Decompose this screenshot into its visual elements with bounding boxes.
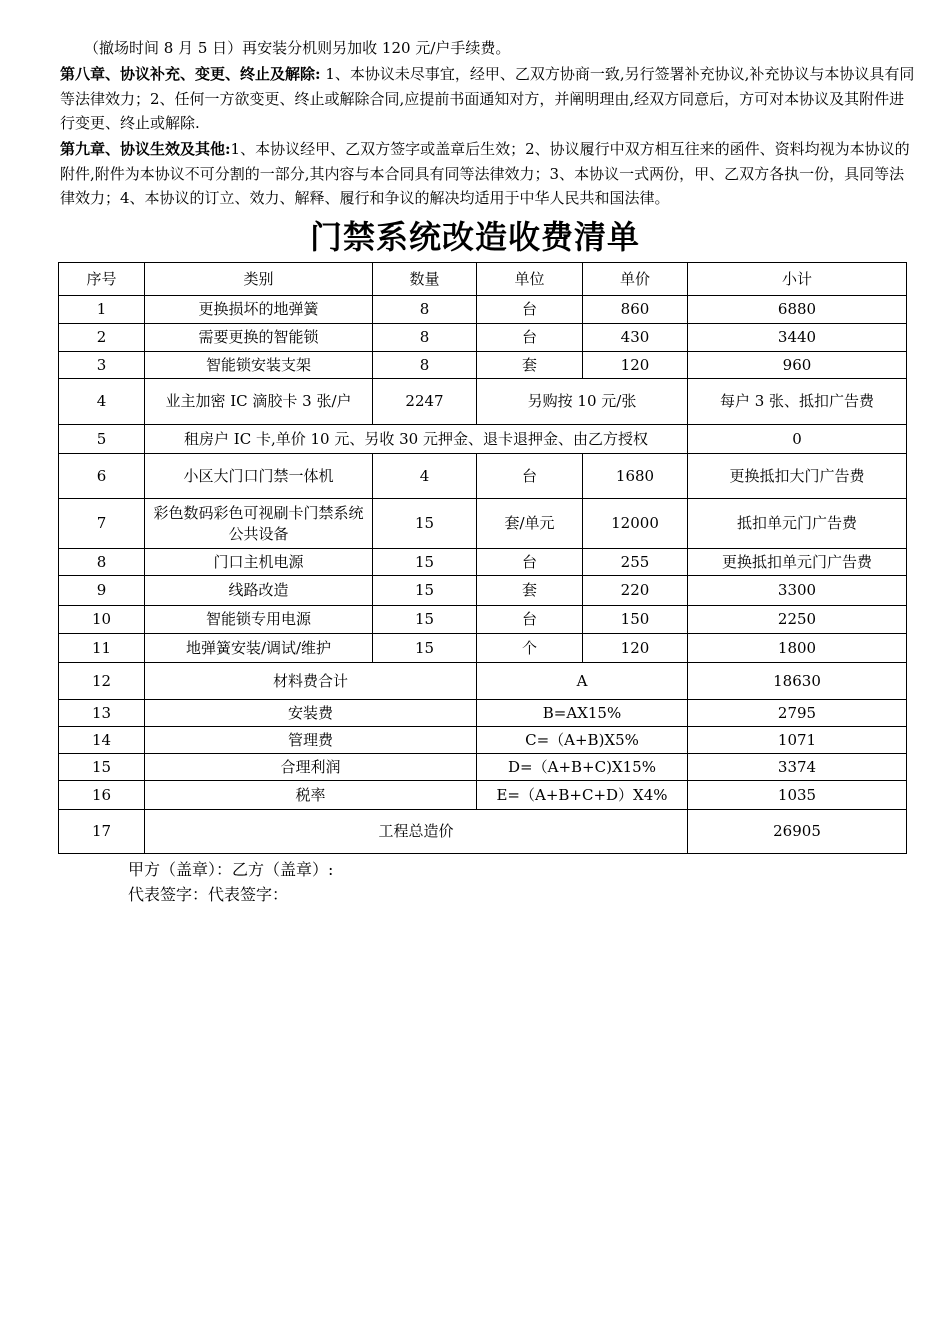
chapter-8-heading: 第八章、协议补充、变更、终止及解除: xyxy=(60,65,321,83)
document-title: 门禁系统改造收费清单 xyxy=(309,218,640,256)
table-cell: 6 xyxy=(59,454,145,499)
paragraph-chapter-8 xyxy=(60,62,915,136)
table-cell: 台 xyxy=(477,296,583,324)
table-cell: 线路改造 xyxy=(145,576,373,606)
table-cell: 智能锁安装支架 xyxy=(145,352,373,379)
table-cell: 5 xyxy=(59,425,145,454)
table-cell: 3 xyxy=(59,352,145,379)
table-cell: 960 xyxy=(688,352,907,379)
table-cell: 套 xyxy=(477,352,583,379)
table-cell: 8 xyxy=(373,352,477,379)
table-cell: 4 xyxy=(59,379,145,425)
table-cell: 860 xyxy=(583,296,688,324)
table-cell: 门口主机电源 xyxy=(145,549,373,576)
table-cell: 2247 xyxy=(373,379,477,425)
table-cell: 15 xyxy=(59,754,145,781)
table-cell: 套/单元 xyxy=(477,499,583,549)
table-cell: 2250 xyxy=(688,606,907,634)
table-cell: 更换抵扣大门广告费 xyxy=(688,454,907,499)
table-cell: 15 xyxy=(373,576,477,606)
table-cell: 255 xyxy=(583,549,688,576)
table-cell: A xyxy=(477,663,688,700)
table-cell: 地弹簧安装/调试/维护 xyxy=(145,634,373,663)
table-cell: 12000 xyxy=(583,499,688,549)
table-row xyxy=(59,663,907,700)
table-row xyxy=(59,324,907,352)
table-cell: 彩色数码彩色可视刷卡门禁系统公共设备 xyxy=(145,499,373,549)
table-cell: 16 xyxy=(59,781,145,810)
signature-line: 代表签字：代表签字： xyxy=(128,885,289,904)
table-row xyxy=(59,781,907,810)
table-cell: 17 xyxy=(59,810,145,854)
table-row xyxy=(59,549,907,576)
table-cell: 管理费 xyxy=(145,727,477,754)
table-cell: 3300 xyxy=(688,576,907,606)
header-cell: 序号 xyxy=(59,263,145,296)
table-cell: 小区大门口门禁一体机 xyxy=(145,454,373,499)
table-cell: 需要更换的智能锁 xyxy=(145,324,373,352)
table-cell: 18630 xyxy=(688,663,907,700)
table-cell: 8 xyxy=(59,549,145,576)
table-cell: 15 xyxy=(373,499,477,549)
table-cell: B=AX15% xyxy=(477,700,688,727)
table-cell: 台 xyxy=(477,454,583,499)
fee-table xyxy=(58,262,907,854)
table-cell: 1035 xyxy=(688,781,907,810)
table-cell: 7 xyxy=(59,499,145,549)
chapter-9-text: 1、本协议经甲、乙双方签字或盖章后生效；2、协议履行中双方相互往来的函件、资料均视为本协议的附件,附件为本协议不可分割的一部分,其内容与本合同具有同等法律效力；3、本协议一式两份，甲、乙双方各执一份，具同等法律效力；4、本协议的订立、效力、解释、履行和争议的解决均适用于中华人民共和国法律。 xyxy=(60,140,910,207)
table-cell: 3440 xyxy=(688,324,907,352)
seal-line: 甲方（盖章）：乙方（盖章）: xyxy=(128,860,334,879)
table-row xyxy=(59,425,907,454)
table-cell: 个 xyxy=(477,634,583,663)
table-row xyxy=(59,700,907,727)
table-cell: 抵扣单元门广告费 xyxy=(688,499,907,549)
header-cell: 单价 xyxy=(583,263,688,296)
table-row xyxy=(59,352,907,379)
header-cell: 单位 xyxy=(477,263,583,296)
paragraph-fee-note: （撤场时间 8 月 5 日）再安装分机则另加收 120 元/户手续费。 xyxy=(84,39,511,57)
header-cell: 小计 xyxy=(688,263,907,296)
table-cell: 材料费合计 xyxy=(145,663,477,700)
table-cell: 合理利润 xyxy=(145,754,477,781)
table-row xyxy=(59,810,907,854)
header-cell: 类别 xyxy=(145,263,373,296)
table-cell: 150 xyxy=(583,606,688,634)
table-cell: 台 xyxy=(477,324,583,352)
table-cell: 10 xyxy=(59,606,145,634)
table-cell: 430 xyxy=(583,324,688,352)
table-cell: 1680 xyxy=(583,454,688,499)
table-cell: 租房户 IC 卡,单价 10 元、另收 30 元押金、退卡退押金、由乙方授权 xyxy=(145,425,688,454)
table-cell: 220 xyxy=(583,576,688,606)
table-cell: 税率 xyxy=(145,781,477,810)
table-header-row xyxy=(59,263,907,296)
table-cell: 业主加密 IC 滴胶卡 3 张/户 xyxy=(145,379,373,425)
paragraph-chapter-9 xyxy=(60,137,915,211)
table-cell: 6880 xyxy=(688,296,907,324)
table-cell: 套 xyxy=(477,576,583,606)
table-cell: 120 xyxy=(583,634,688,663)
table-cell: 15 xyxy=(373,634,477,663)
table-cell: 8 xyxy=(373,296,477,324)
table-cell: 14 xyxy=(59,727,145,754)
table-cell: 更换损坏的地弹簧 xyxy=(145,296,373,324)
table-cell: 台 xyxy=(477,606,583,634)
table-cell: 更换抵扣单元门广告费 xyxy=(688,549,907,576)
table-cell: 1800 xyxy=(688,634,907,663)
table-cell: 12 xyxy=(59,663,145,700)
table-row xyxy=(59,754,907,781)
table-row xyxy=(59,606,907,634)
table-cell: 另购按 10 元/张 xyxy=(477,379,688,425)
table-cell: C=（A+B)X5% xyxy=(477,727,688,754)
table-cell: 1 xyxy=(59,296,145,324)
table-cell: 工程总造价 xyxy=(145,810,688,854)
table-cell: 台 xyxy=(477,549,583,576)
table-cell: E=（A+B+C+D）X4% xyxy=(477,781,688,810)
chapter-9-heading: 第九章、协议生效及其他: xyxy=(60,140,231,158)
table-row xyxy=(59,499,907,549)
table-row xyxy=(59,727,907,754)
table-cell: 15 xyxy=(373,606,477,634)
table-cell: 3374 xyxy=(688,754,907,781)
table-cell: 8 xyxy=(373,324,477,352)
table-cell: 4 xyxy=(373,454,477,499)
table-cell: 每户 3 张、抵扣广告费 xyxy=(688,379,907,425)
table-cell: 0 xyxy=(688,425,907,454)
header-cell: 数量 xyxy=(373,263,477,296)
table-row xyxy=(59,576,907,606)
table-cell: 120 xyxy=(583,352,688,379)
table-cell: 11 xyxy=(59,634,145,663)
table-cell: 2795 xyxy=(688,700,907,727)
table-row xyxy=(59,454,907,499)
chapter-8-text: 1、本协议未尽事宜，经甲、乙双方协商一致,另行签署补充协议,补充协议与本协议具有同等法律效力；2、任何一方欲变更、终止或解除合同,应提前书面通知对方，并阐明理由,经双方同意后，方可对本协议及其附件进行变更、终止或解除. xyxy=(60,65,915,132)
table-cell: 15 xyxy=(373,549,477,576)
table-row xyxy=(59,379,907,425)
table-cell: 智能锁专用电源 xyxy=(145,606,373,634)
table-cell: D=（A+B+C)X15% xyxy=(477,754,688,781)
table-row xyxy=(59,634,907,663)
table-cell: 26905 xyxy=(688,810,907,854)
table-cell: 9 xyxy=(59,576,145,606)
table-cell: 1071 xyxy=(688,727,907,754)
table-cell: 安装费 xyxy=(145,700,477,727)
table-cell: 13 xyxy=(59,700,145,727)
table-cell: 2 xyxy=(59,324,145,352)
table-row xyxy=(59,296,907,324)
